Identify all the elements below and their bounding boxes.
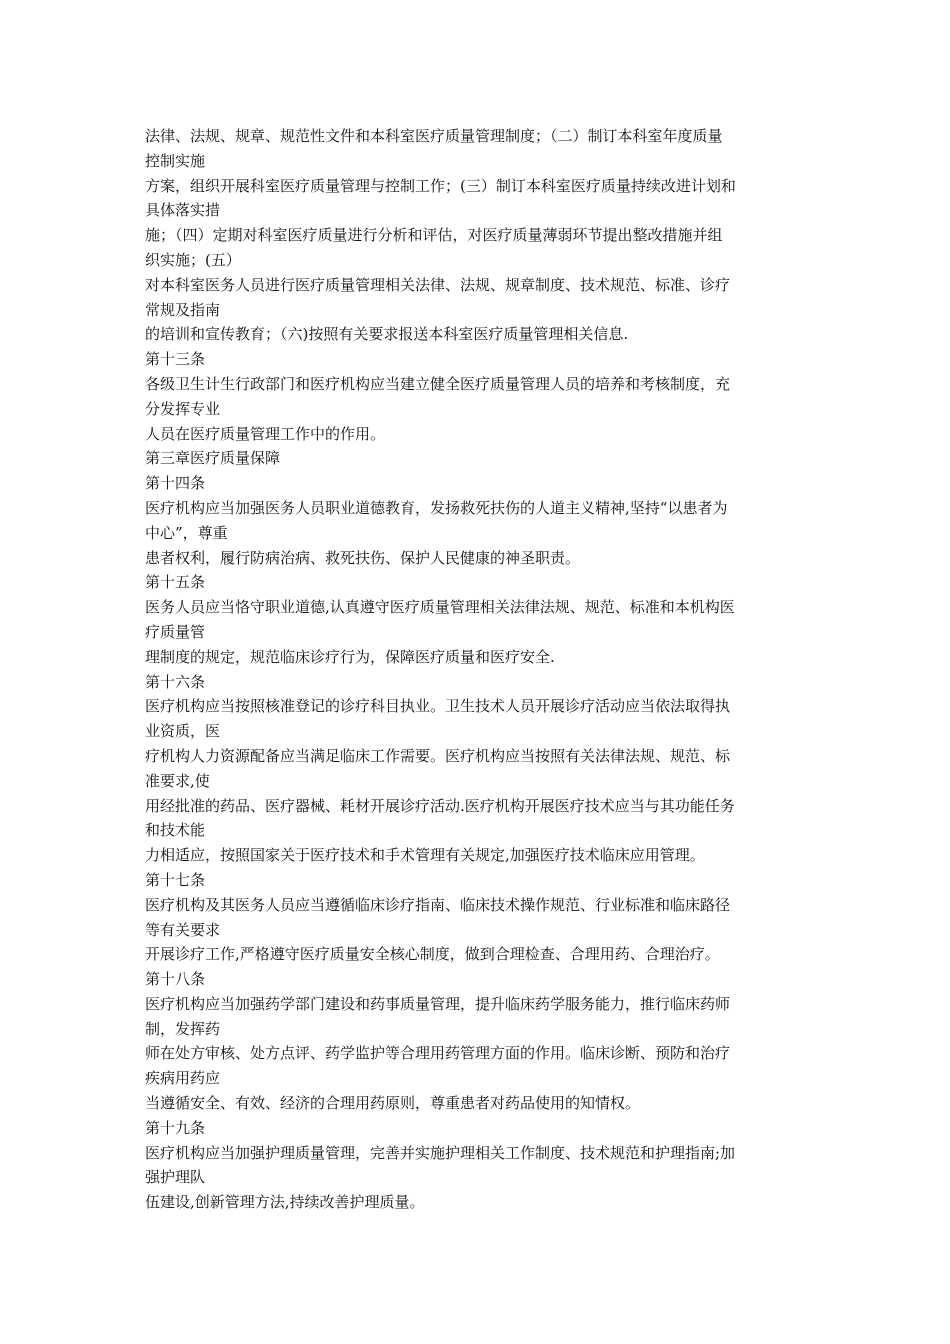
- text-line: 施；（四）定期对科室医疗质量进行分析和评估，对医疗质量薄弱环节提出整改措施并组: [145, 226, 723, 245]
- text-line: 方案，组织开展科室医疗质量管理与控制工作；(三）制订本科室医疗质量持续改进计划和: [145, 176, 736, 195]
- text-line: 中心”，尊重: [145, 523, 228, 542]
- text-line: 制，发挥药: [145, 1019, 221, 1038]
- text-line: 各级卫生计生行政部门和医疗机构应当建立健全医疗质量管理人员的培养和考核制度，充: [145, 374, 731, 393]
- text-line: 理制度的规定，规范临床诊疗行为，保障医疗质量和医疗安全.: [145, 647, 555, 666]
- text-line: 医疗机构应当按照核准登记的诊疗科目执业。卫生技术人员开展诊疗活动应当依法取得执: [145, 697, 731, 716]
- text-line: 织实施；(五）: [145, 250, 241, 269]
- text-line: 法律、法规、规章、规范性文件和本科室医疗质量管理制度；（二）制订本科室年度质量: [145, 127, 723, 145]
- text-line: 伍建设,创新管理方法,持续改善护理质量。: [145, 1193, 425, 1212]
- text-line: 分发挥专业: [145, 399, 221, 418]
- text-line: 用经批准的药品、医疗器械、耗材开展诊疗活动.医疗机构开展医疗技术应当与其功能任务: [145, 796, 735, 815]
- text-line: 人员在医疗质量管理工作中的作用。: [145, 424, 386, 443]
- text-line: 第十四条: [145, 474, 206, 493]
- text-line: 第十七条: [145, 870, 206, 889]
- text-line: 等有关要求: [145, 920, 221, 939]
- text-line: 当遵循安全、有效、经济的合理用药原则，尊重患者对药品使用的知情权。: [145, 1094, 641, 1113]
- text-line: 疗机构人力资源配备应当满足临床工作需要。医疗机构应当按照有关法律法规、规范、标: [145, 746, 731, 765]
- text-line: 的培训和宣传教育；（六)按照有关要求报送本科室医疗质量管理相关信息.: [145, 325, 629, 344]
- text-line: 第十三条: [145, 350, 206, 369]
- text-line: 疗质量管: [145, 622, 206, 641]
- text-line: 强护理队: [145, 1168, 206, 1187]
- text-line: 第十九条: [145, 1118, 206, 1137]
- text-line: 第十五条: [145, 573, 206, 592]
- document-body: [145, 124, 815, 1215]
- text-line: 第十六条: [145, 672, 206, 691]
- text-line: 医务人员应当恪守职业道德,认真遵守医疗质量管理相关法律法规、规范、标准和本机构医: [145, 598, 735, 617]
- text-line: 和技术能: [145, 821, 206, 840]
- text-line: 具体落实措: [145, 201, 221, 220]
- text-line: 第十八条: [145, 970, 206, 989]
- text-line: 力相适应，按照国家关于医疗技术和手术管理有关规定,加强医疗技术临床应用管理。: [145, 846, 705, 865]
- text-line: 开展诊疗工作,严格遵守医疗质量安全核心制度，做到合理检查、合理用药、合理治疗。: [145, 945, 720, 964]
- text-line: 业资质，医: [145, 722, 221, 741]
- text-line: 患者权利，履行防病治病、救死扶伤、保护人民健康的神圣职责。: [145, 548, 581, 567]
- text-line: 第三章医疗质量保障: [145, 449, 281, 468]
- text-line: 医疗机构应当加强药学部门建设和药事质量管理，提升临床药学服务能力，推行临床药师: [145, 994, 731, 1013]
- text-line: 准要求,使: [145, 771, 210, 790]
- text-line: 师在处方审核、处方点评、药学监护等合理用药管理方面的作用。临床诊断、预防和治疗: [145, 1044, 731, 1063]
- text-line: 医疗机构应当加强护理质量管理，完善并实施护理相关工作制度、技术规范和护理指南;加: [145, 1143, 736, 1162]
- text-line: 控制实施: [145, 151, 206, 170]
- text-line: 医疗机构及其医务人员应当遵循临床诊疗指南、临床技术操作规范、行业标准和临床路径: [145, 895, 731, 914]
- text-line: 常规及指南: [145, 300, 221, 319]
- text-line: 对本科室医务人员进行医疗质量管理相关法律、法规、规章制度、技术规范、标准、诊疗: [145, 275, 731, 294]
- text-line: 医疗机构应当加强医务人员职业道德教育，发扬救死扶伤的人道主义精神,坚持“以患者为: [145, 498, 728, 517]
- text-line: 疾病用药应: [145, 1069, 221, 1088]
